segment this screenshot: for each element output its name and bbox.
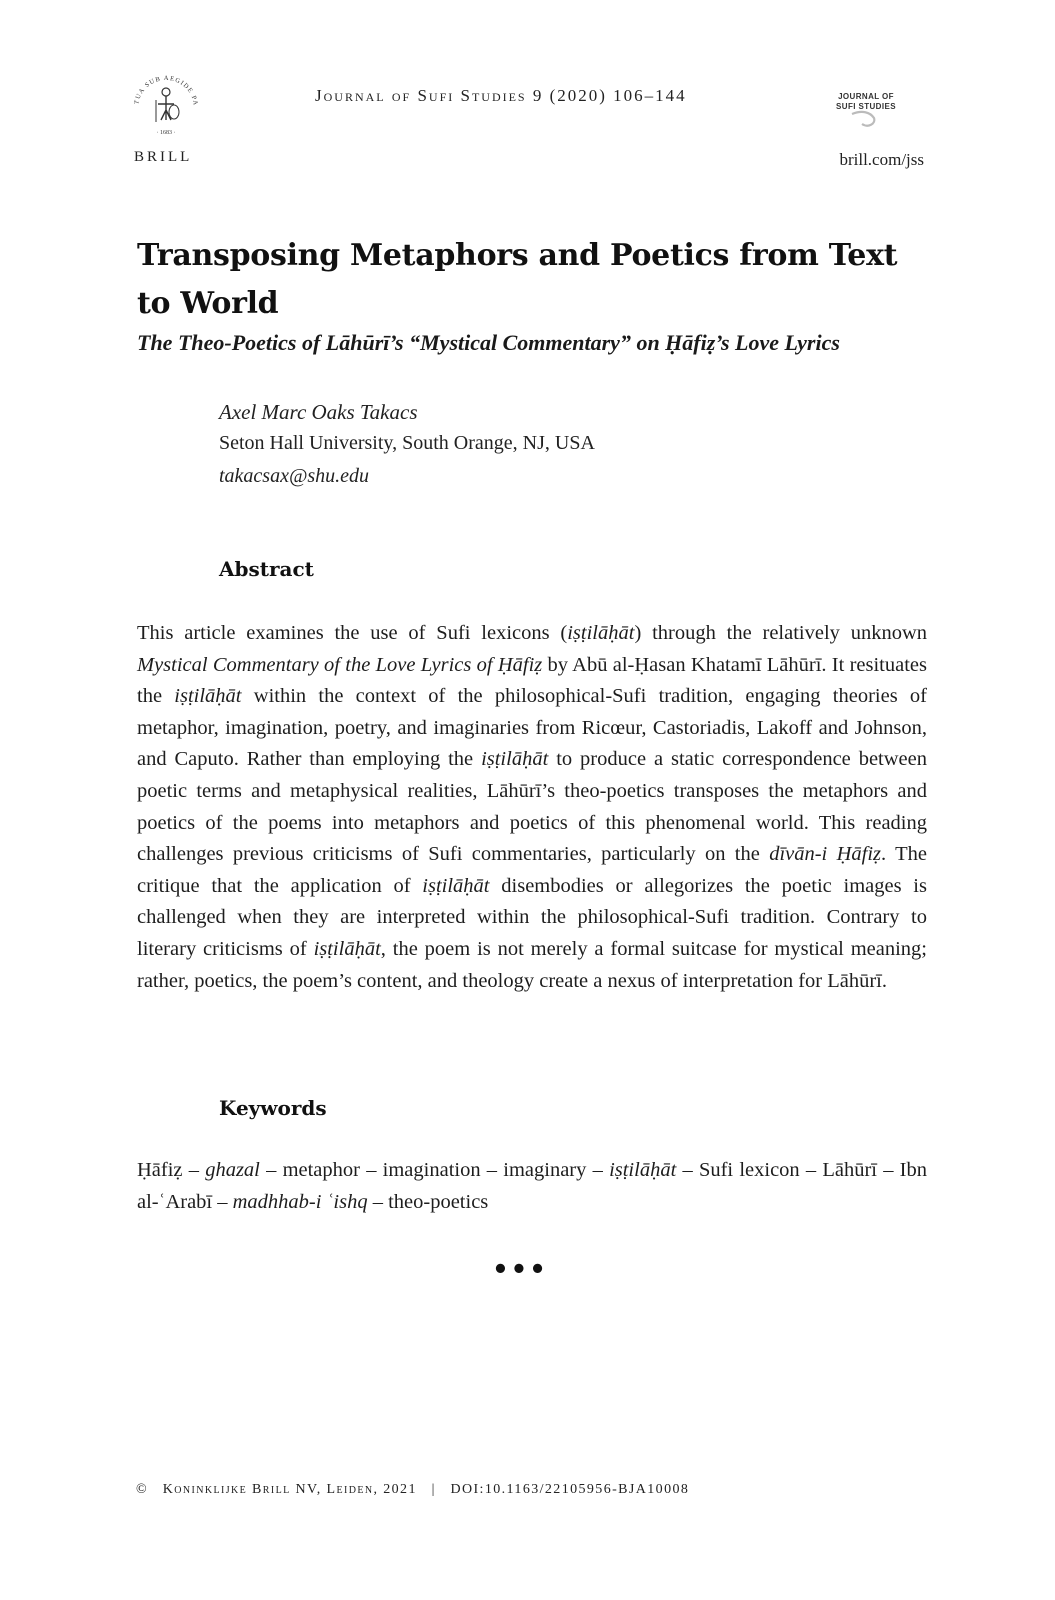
keywords-list	[137, 1155, 927, 1218]
text-run: disembodies or allegorizes the poetic images is challenged when they are interpreted within the philosophical-Sufi tradition. Contrary to literary criticisms of	[137, 874, 927, 960]
text-run: This article examines the use of Sufi lexicons (	[137, 622, 568, 644]
italic-term: iṣṭilāḥāt	[481, 748, 549, 771]
calligraphy-swash-icon	[848, 108, 888, 130]
journal-logo-line1: JOURNAL OF	[838, 92, 894, 101]
italic-term: iṣṭilāḥāt	[422, 874, 490, 897]
text-run: , the poem is not merely a formal suitcase for mystical meaning; rather, poetics, the poem’s content, and theology create a nexus of interpretation for Lāhūrī.	[137, 937, 928, 992]
abstract-body	[137, 618, 927, 997]
svg-text:TUA SUB AEGIDE PALLAS: TUA SUB AEGIDE PA	[133, 74, 200, 107]
italic-term: ghazal	[205, 1159, 260, 1181]
footer-publisher: Koninklijke Brill NV, Leiden, 2021	[162, 1482, 417, 1497]
text-run: Ḥāfiẓ –	[137, 1159, 206, 1181]
author-email[interactable]: takacsax@shu.edu	[219, 465, 370, 487]
text-run: – Sufi lexicon – Lāhūrī – Ibn al-ʿArabī –	[137, 1159, 928, 1213]
journal-logo-line2: SUFI STUDIES	[836, 102, 896, 111]
footer-divider: |	[431, 1482, 436, 1497]
italic-term: iṣṭilāḥāt	[567, 622, 635, 644]
italic-term: iṣṭilāḥāt	[174, 685, 242, 708]
text-run: by Abū al-Ḥasan Khatamī Lāhūrī. It resituates the	[137, 653, 927, 708]
keywords-heading: Keywords	[219, 1096, 327, 1120]
copyright-symbol: ©	[136, 1482, 149, 1497]
journal-url[interactable]: brill.com/jss	[839, 150, 924, 169]
author-affiliation: Seton Hall University, South Orange, NJ, USA	[219, 432, 595, 454]
text-run: within the context of the philosophical-Sufi tradition, engaging theories of metaphor, imagination, poetry, and imaginaries from Ricœur, Castoriadis, Lakoff and Johnson, and Caputo. Rather than employing the	[137, 685, 927, 771]
italic-term: dīvān-i Ḥāfiẓ	[769, 843, 882, 866]
footer-doi[interactable]: DOI:10.1163/22105956-BJA10008	[450, 1482, 690, 1497]
italic-term: Mystical Commentary of the Love Lyrics of Ḥāfiẓ	[137, 653, 543, 676]
italic-term: iṣṭilāḥāt	[609, 1159, 677, 1181]
publisher-name: BRILL	[134, 149, 193, 165]
text-run: to produce a static correspondence between poetic terms and metaphysical realities, Lāhūrī’s theo-poetics transposes the metaphors and poetics of the poems into metaphors and poetics of this phenomenal world. This reading challenges previous criticisms of Sufi commentaries, particularly on the	[137, 748, 927, 866]
journal-logo	[830, 90, 902, 132]
section-separator: •••	[492, 1255, 548, 1285]
journal-citation: Journal of Sufi Studies 9 (2020) 106–144	[315, 86, 687, 105]
author-name: Axel Marc Oaks Takacs	[219, 400, 418, 424]
text-run: – theo-poetics	[367, 1190, 489, 1213]
svg-text:· 1683 ·: · 1683 ·	[156, 130, 176, 136]
brill-emblem-icon	[128, 70, 204, 140]
article-subtitle: The Theo-Poetics of Lāhūrī’s “Mystical Commentary” on Ḥāfiẓ’s Love Lyrics	[137, 330, 840, 355]
text-run: ) through the relatively unknown	[634, 622, 927, 644]
italic-term: madhhab-i ʿishq	[232, 1190, 368, 1213]
brill-logo	[128, 70, 204, 140]
page-footer	[136, 1482, 689, 1498]
text-run: – metaphor – imagination – imaginary –	[259, 1159, 610, 1181]
article-title: Transposing Metaphors and Poetics from Text to World	[137, 238, 898, 321]
text-run: . The critique that the application of	[137, 843, 927, 897]
abstract-heading: Abstract	[219, 557, 314, 581]
italic-term: iṣṭilāḥāt	[313, 937, 381, 960]
